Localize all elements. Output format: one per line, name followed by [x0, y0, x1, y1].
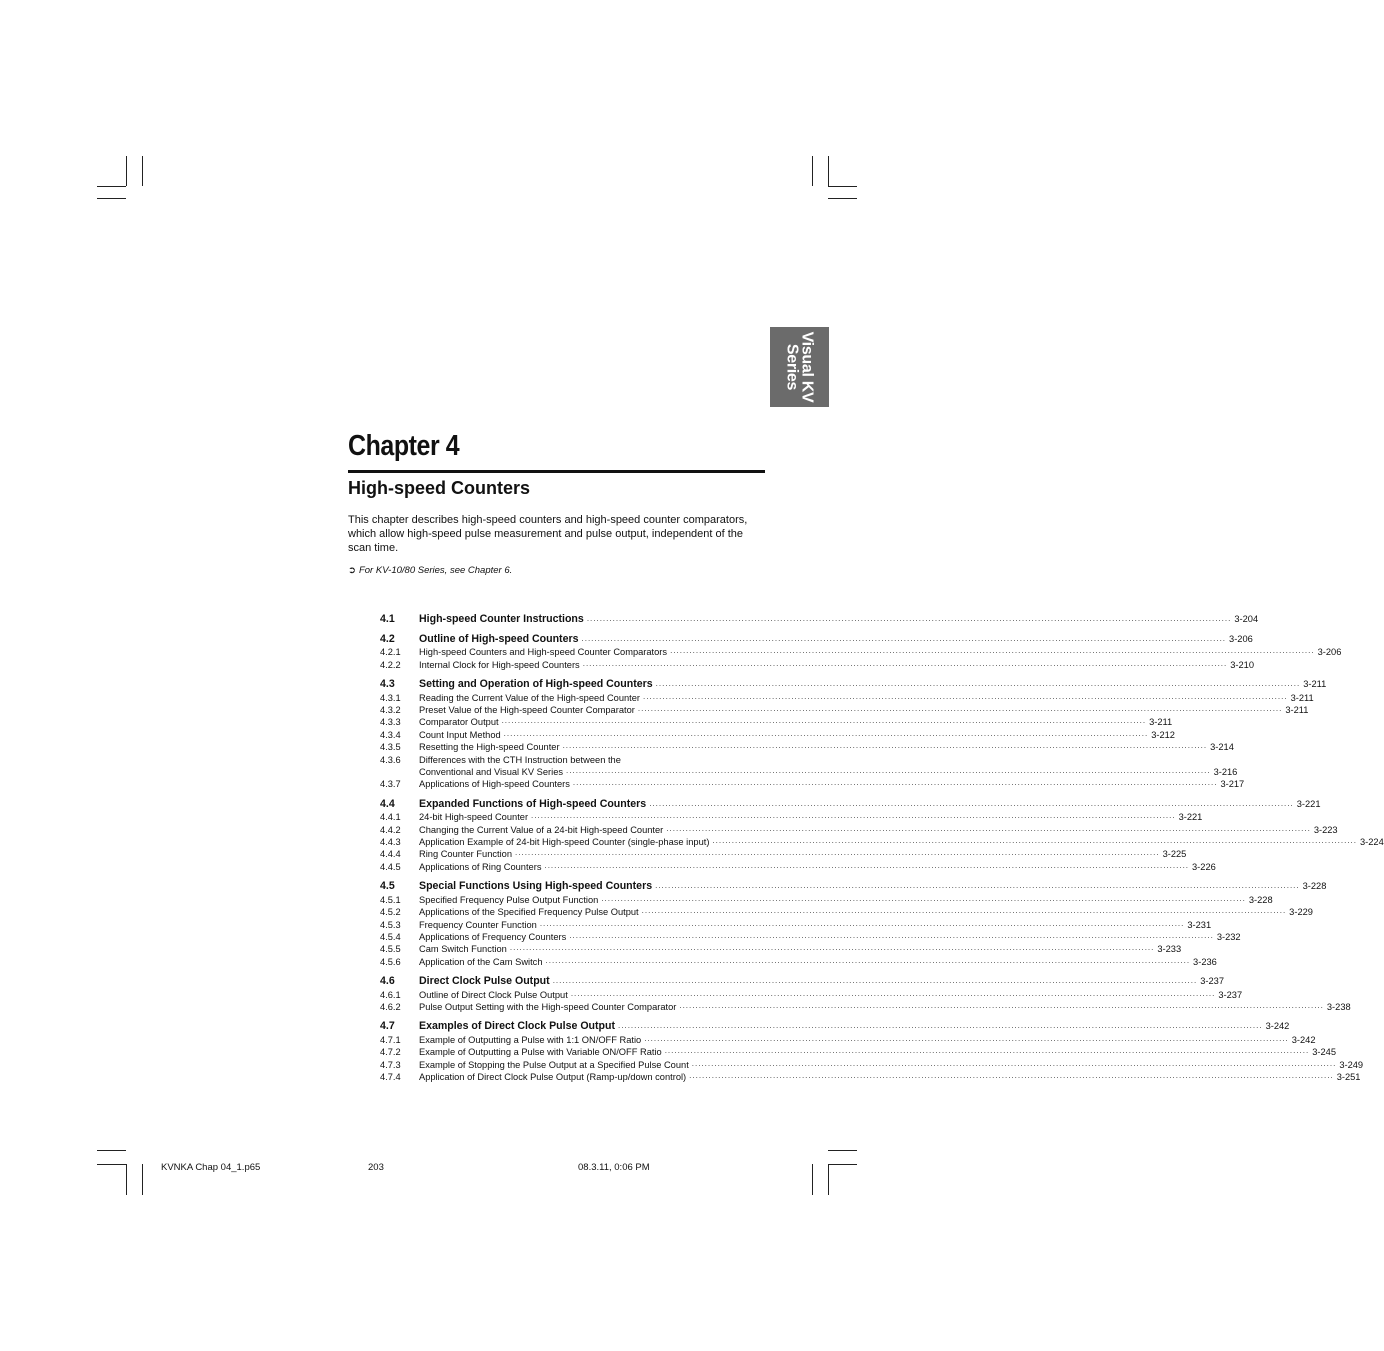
- dot-leader: ........................................................................................................................................................................................................: [501, 716, 1147, 726]
- toc-title: Special Functions Using High-speed Counters: [419, 880, 653, 893]
- toc-subsection-row[interactable]: [380, 716, 1173, 728]
- toc-title: Example of Outputting a Pulse with 1:1 ON/OFF Ratio: [419, 1034, 642, 1045]
- toc-section-row[interactable]: [380, 974, 1224, 989]
- toc-page: 3-212: [1151, 729, 1175, 740]
- section-tab: [770, 327, 829, 407]
- toc-title: Frequency Counter Function: [419, 919, 537, 930]
- toc-page: 3-238: [1326, 1001, 1351, 1012]
- toc-subsection-row[interactable]: [380, 1071, 1361, 1083]
- cross-reference-note: [348, 565, 512, 576]
- toc-title: Conventional and Visual KV Series: [419, 767, 564, 778]
- toc-subsection-row[interactable]: [380, 955, 1217, 967]
- toc-section-row[interactable]: [380, 1019, 1290, 1034]
- toc-number: 4.3.3: [380, 717, 401, 728]
- footer-filename: KVNKA Chap 04_1.p65: [161, 1162, 261, 1173]
- toc-subsection-row[interactable]: [380, 811, 1203, 823]
- toc-title: High-speed Counter Instructions: [419, 612, 584, 625]
- toc-section-row[interactable]: [380, 611, 1259, 626]
- toc-title: Cam Switch Function: [419, 944, 507, 955]
- footer-timestamp: 08.3.11, 0:06 PM: [578, 1162, 650, 1173]
- toc-number: 4.6.2: [380, 1001, 401, 1012]
- toc-number: 4.3.2: [380, 705, 401, 716]
- dot-leader: ........................................................................................................................................................................................................: [539, 918, 1185, 928]
- toc-number: 4.3.5: [380, 742, 401, 753]
- toc-title: Example of Outputting a Pulse with Variable ON/OFF Ratio: [419, 1047, 662, 1058]
- toc-title: Changing the Current Value of a 24-bit High-speed Counter: [419, 824, 664, 835]
- toc-subsection-row[interactable]: [380, 918, 1212, 930]
- dot-leader: ........................................................................................................................................................................................................: [670, 646, 1315, 656]
- toc-title: Specified Frequency Pulse Output Function: [419, 894, 599, 905]
- dot-leader: ........................................................................................................................................................................................................: [581, 634, 1227, 643]
- toc-title: 24-bit High-speed Counter: [419, 812, 529, 823]
- toc-page: 3-229: [1289, 907, 1313, 918]
- dot-leader: ........................................................................................................................................................................................................: [572, 778, 1218, 788]
- dot-leader: ........................................................................................................................................................................................................: [643, 691, 1288, 701]
- toc-title: Setting and Operation of High-speed Counters: [419, 678, 653, 691]
- toc-page: 3-211: [1290, 692, 1314, 703]
- toc-title: Preset Value of the High-speed Counter Comparator: [419, 705, 635, 716]
- toc-number: 4.3: [380, 678, 395, 691]
- toc-page: 3-216: [1213, 767, 1238, 778]
- toc-page: 3-236: [1193, 956, 1217, 967]
- toc-number: 4.5.2: [380, 907, 401, 918]
- dot-leader: ........................................................................................................................................................................................................: [664, 1046, 1310, 1056]
- toc-page: 3-237: [1200, 976, 1224, 987]
- dot-leader: ........................................................................................................................................................................................................: [582, 658, 1228, 668]
- toc-page: 3-211: [1285, 705, 1309, 716]
- toc-page: 3-206: [1317, 647, 1342, 658]
- toc-page: 3-221: [1178, 812, 1203, 823]
- toc-page: 3-233: [1157, 944, 1182, 955]
- toc-number: 4.3.1: [380, 692, 401, 703]
- dot-leader: ........................................................................................................................................................................................................: [655, 881, 1300, 891]
- arrow-icon: ➲: [348, 565, 356, 576]
- toc-page: 3-231: [1187, 919, 1212, 930]
- toc-title: Examples of Direct Clock Pulse Output: [419, 1020, 616, 1033]
- toc-page: 3-221: [1296, 798, 1321, 809]
- title-rule: [348, 470, 765, 473]
- toc-title: Pulse Output Setting with the High-speed Counter Comparator: [419, 1001, 677, 1012]
- toc-subsection-row[interactable]: [380, 741, 1234, 753]
- toc-title: Ring Counter Function: [419, 849, 513, 860]
- toc-page: 3-225: [1162, 849, 1187, 860]
- toc-number: 4.4.5: [380, 861, 401, 872]
- toc-number: 4.1: [380, 612, 395, 625]
- toc-subsection-row[interactable]: [380, 988, 1243, 1000]
- toc-title: High-speed Counters and High-speed Counter Comparators: [419, 647, 668, 658]
- toc-section-row[interactable]: [380, 677, 1327, 692]
- toc-subsection-row[interactable]: [380, 691, 1314, 703]
- dot-leader: ........................................................................................................................................................................................................: [666, 823, 1311, 833]
- toc-number: 4.6: [380, 975, 395, 988]
- dot-leader: ........................................................................................................................................................................................................: [569, 930, 1214, 940]
- toc-number: 4.5.6: [380, 956, 401, 967]
- dot-leader: ........................................................................................................................................................................................................: [586, 613, 1232, 623]
- toc-page: 3-211: [1149, 717, 1173, 728]
- toc-title: Direct Clock Pulse Output: [419, 975, 550, 988]
- dot-leader: ........................................................................................................................................................................................................: [531, 811, 1176, 821]
- toc-title: Applications of High-speed Counters: [419, 779, 570, 790]
- toc-subsection-row[interactable]: [380, 1058, 1364, 1070]
- toc-section-row[interactable]: [380, 632, 1253, 647]
- toc-section-row[interactable]: [380, 879, 1327, 894]
- dot-leader: ........................................................................................................................................................................................................: [566, 766, 1211, 776]
- toc-title: Applications of the Specified Frequency Pulse Output: [419, 907, 639, 918]
- toc-title: Applications of Frequency Counters: [419, 931, 567, 942]
- toc-title: Differences with the CTH Instruction between the: [419, 754, 621, 765]
- dot-leader: ........................................................................................................................................................................................................: [552, 976, 1198, 986]
- toc-number: 4.2.2: [380, 659, 401, 670]
- toc-page: 3-232: [1216, 931, 1241, 942]
- toc-subsection-row[interactable]: [380, 893, 1273, 905]
- toc-number: 4.7.4: [380, 1072, 401, 1083]
- toc-title: Reading the Current Value of the High-speed Counter: [419, 692, 641, 703]
- toc-group: [380, 1019, 1364, 1083]
- toc-number: 4.7: [380, 1020, 395, 1033]
- toc-page: 3-206: [1229, 634, 1253, 644]
- toc-subsection-row[interactable]: [380, 658, 1255, 670]
- toc-number: 4.5.5: [380, 944, 401, 955]
- dot-leader: ........................................................................................................................................................................................................: [545, 955, 1191, 965]
- toc-page: 3-224: [1359, 837, 1384, 848]
- toc-page: 3-226: [1192, 861, 1216, 872]
- toc-subsection-row[interactable]: [380, 906, 1313, 918]
- toc-page: 3-237: [1218, 989, 1243, 1000]
- toc-section-row[interactable]: [380, 796, 1321, 811]
- toc-group: [380, 632, 1342, 671]
- toc-page: 3-242: [1265, 1021, 1290, 1032]
- dot-leader: ........................................................................................................................................................................................................: [689, 1071, 1334, 1081]
- toc-number: 4.3.7: [380, 779, 401, 790]
- dot-leader: ........................................................................................................................................................................................................: [644, 1033, 1289, 1043]
- intro-paragraph: This chapter describes high-speed counters and high-speed counter comparators, which allow high-speed pulse measurement and pulse output, independent of the scan time.: [348, 514, 748, 554]
- toc-subsection-row[interactable]: [380, 930, 1241, 943]
- dot-leader: ........................................................................................................................................................................................................: [562, 741, 1208, 751]
- toc-number: 4.2.1: [380, 647, 401, 658]
- toc-group: [380, 796, 1384, 872]
- toc-group: [380, 879, 1327, 968]
- dot-leader: ........................................................................................................................................................................................................: [515, 848, 1160, 858]
- footer-page-number: 203: [368, 1162, 384, 1173]
- toc-page: 3-251: [1336, 1072, 1361, 1083]
- toc-subsection-row[interactable]: [380, 704, 1309, 716]
- dot-leader: ........................................................................................................................................................................................................: [679, 1000, 1324, 1010]
- toc-number: 4.4: [380, 797, 395, 810]
- toc-subsection-row[interactable]: [380, 848, 1187, 860]
- dot-leader: ........................................................................................................................................................................................................: [503, 728, 1149, 738]
- toc-number: 4.4.3: [380, 837, 401, 848]
- note-text: For KV-10/80 Series, see Chapter 6.: [358, 565, 513, 576]
- toc-subsection-row[interactable]: [380, 1046, 1336, 1058]
- dot-leader: ........................................................................................................................................................................................................: [641, 906, 1287, 916]
- toc-number: 4.6.1: [380, 989, 401, 1000]
- toc-number: 4.5: [380, 880, 395, 893]
- toc-page: 3-210: [1230, 659, 1255, 670]
- toc-number: 4.4.1: [380, 812, 401, 823]
- toc-title: Application of the Cam Switch: [419, 956, 543, 967]
- toc-page: 3-204: [1234, 613, 1259, 624]
- toc-title: Outline of High-speed Counters: [419, 633, 579, 645]
- toc-title: Count Input Method: [419, 729, 501, 740]
- dot-leader: ........................................................................................................................................................................................................: [601, 893, 1246, 903]
- toc-title: Comparator Output: [419, 717, 499, 728]
- toc-title: Internal Clock for High-speed Counters: [419, 659, 580, 670]
- section-tab-label: Visual KV Series: [783, 331, 816, 403]
- dot-leader: ........................................................................................................................................................................................................: [712, 836, 1357, 846]
- toc-subsection-row[interactable]: [380, 1000, 1351, 1013]
- toc-subsection-row[interactable]: [380, 646, 1342, 658]
- toc-page: 3-245: [1312, 1047, 1336, 1058]
- toc-subsection-row[interactable]: [380, 836, 1384, 848]
- toc-page: 3-217: [1220, 779, 1245, 790]
- toc-group: [380, 677, 1327, 791]
- toc-number: 4.7.2: [380, 1047, 401, 1058]
- toc-subsection-row[interactable]: [380, 753, 765, 765]
- toc-title: Application Example of 24-bit High-speed Counter (single-phase input): [419, 837, 710, 848]
- toc-number: 4.5.1: [380, 894, 401, 905]
- dot-leader: ........................................................................................................................................................................................................: [637, 704, 1283, 714]
- toc-number: 4.4.2: [380, 824, 401, 835]
- toc-page: 3-211: [1303, 679, 1327, 690]
- toc-subsection-row[interactable]: [380, 728, 1175, 740]
- toc-page: 3-228: [1248, 894, 1273, 905]
- toc-title: Resetting the High-speed Counter: [419, 742, 560, 753]
- toc-group: [380, 974, 1351, 1013]
- toc-number: 4.7.3: [380, 1059, 401, 1070]
- dot-leader: ........................................................................................................................................................................................................: [618, 1021, 1263, 1031]
- toc-group: [380, 611, 1259, 626]
- toc-page: 3-228: [1302, 881, 1327, 892]
- toc-number: 4.5.3: [380, 919, 401, 930]
- toc-number: 4.4.4: [380, 849, 401, 860]
- toc-subsection-row[interactable]: [380, 860, 1216, 872]
- toc-title: Application of Direct Clock Pulse Output (Ramp-up/down control): [419, 1072, 687, 1083]
- toc-page: 3-214: [1210, 742, 1234, 753]
- toc-number: 4.2: [380, 633, 395, 645]
- table-of-contents: [380, 611, 1384, 1089]
- toc-subsection-row[interactable]: [380, 778, 1245, 790]
- dot-leader: ........................................................................................................................................................................................................: [691, 1058, 1337, 1068]
- dot-leader: ........................................................................................................................................................................................................: [649, 798, 1294, 808]
- toc-subsection-row[interactable]: [380, 943, 1182, 955]
- dot-leader: ........................................................................................................................................................................................................: [544, 860, 1190, 870]
- chapter-subtitle: High-speed Counters: [348, 478, 531, 498]
- dot-leader: ........................................................................................................................................................................................................: [655, 679, 1301, 689]
- toc-number: 4.3.6: [380, 754, 401, 765]
- dot-leader: ........................................................................................................................................................................................................: [509, 943, 1155, 953]
- toc-page: 3-249: [1339, 1059, 1364, 1070]
- toc-subsection-row[interactable]: [380, 823, 1338, 835]
- toc-number: 4.3.4: [380, 729, 401, 740]
- chapter-title: Chapter 4: [348, 430, 460, 462]
- toc-subsection-row[interactable]: [380, 766, 1238, 778]
- toc-page: 3-242: [1291, 1034, 1316, 1045]
- toc-number: 4.7.1: [380, 1034, 401, 1045]
- toc-title: Outline of Direct Clock Pulse Output: [419, 989, 568, 1000]
- toc-title: Expanded Functions of High-speed Counters: [419, 797, 647, 810]
- dot-leader: ........................................................................................................................................................................................................: [570, 988, 1216, 998]
- toc-subsection-row[interactable]: [380, 1033, 1316, 1045]
- toc-title: Applications of Ring Counters: [419, 861, 542, 872]
- toc-page: 3-223: [1313, 824, 1338, 835]
- toc-number: 4.5.4: [380, 931, 401, 942]
- toc-title: Example of Stopping the Pulse Output at a Specified Pulse Count: [419, 1059, 689, 1070]
